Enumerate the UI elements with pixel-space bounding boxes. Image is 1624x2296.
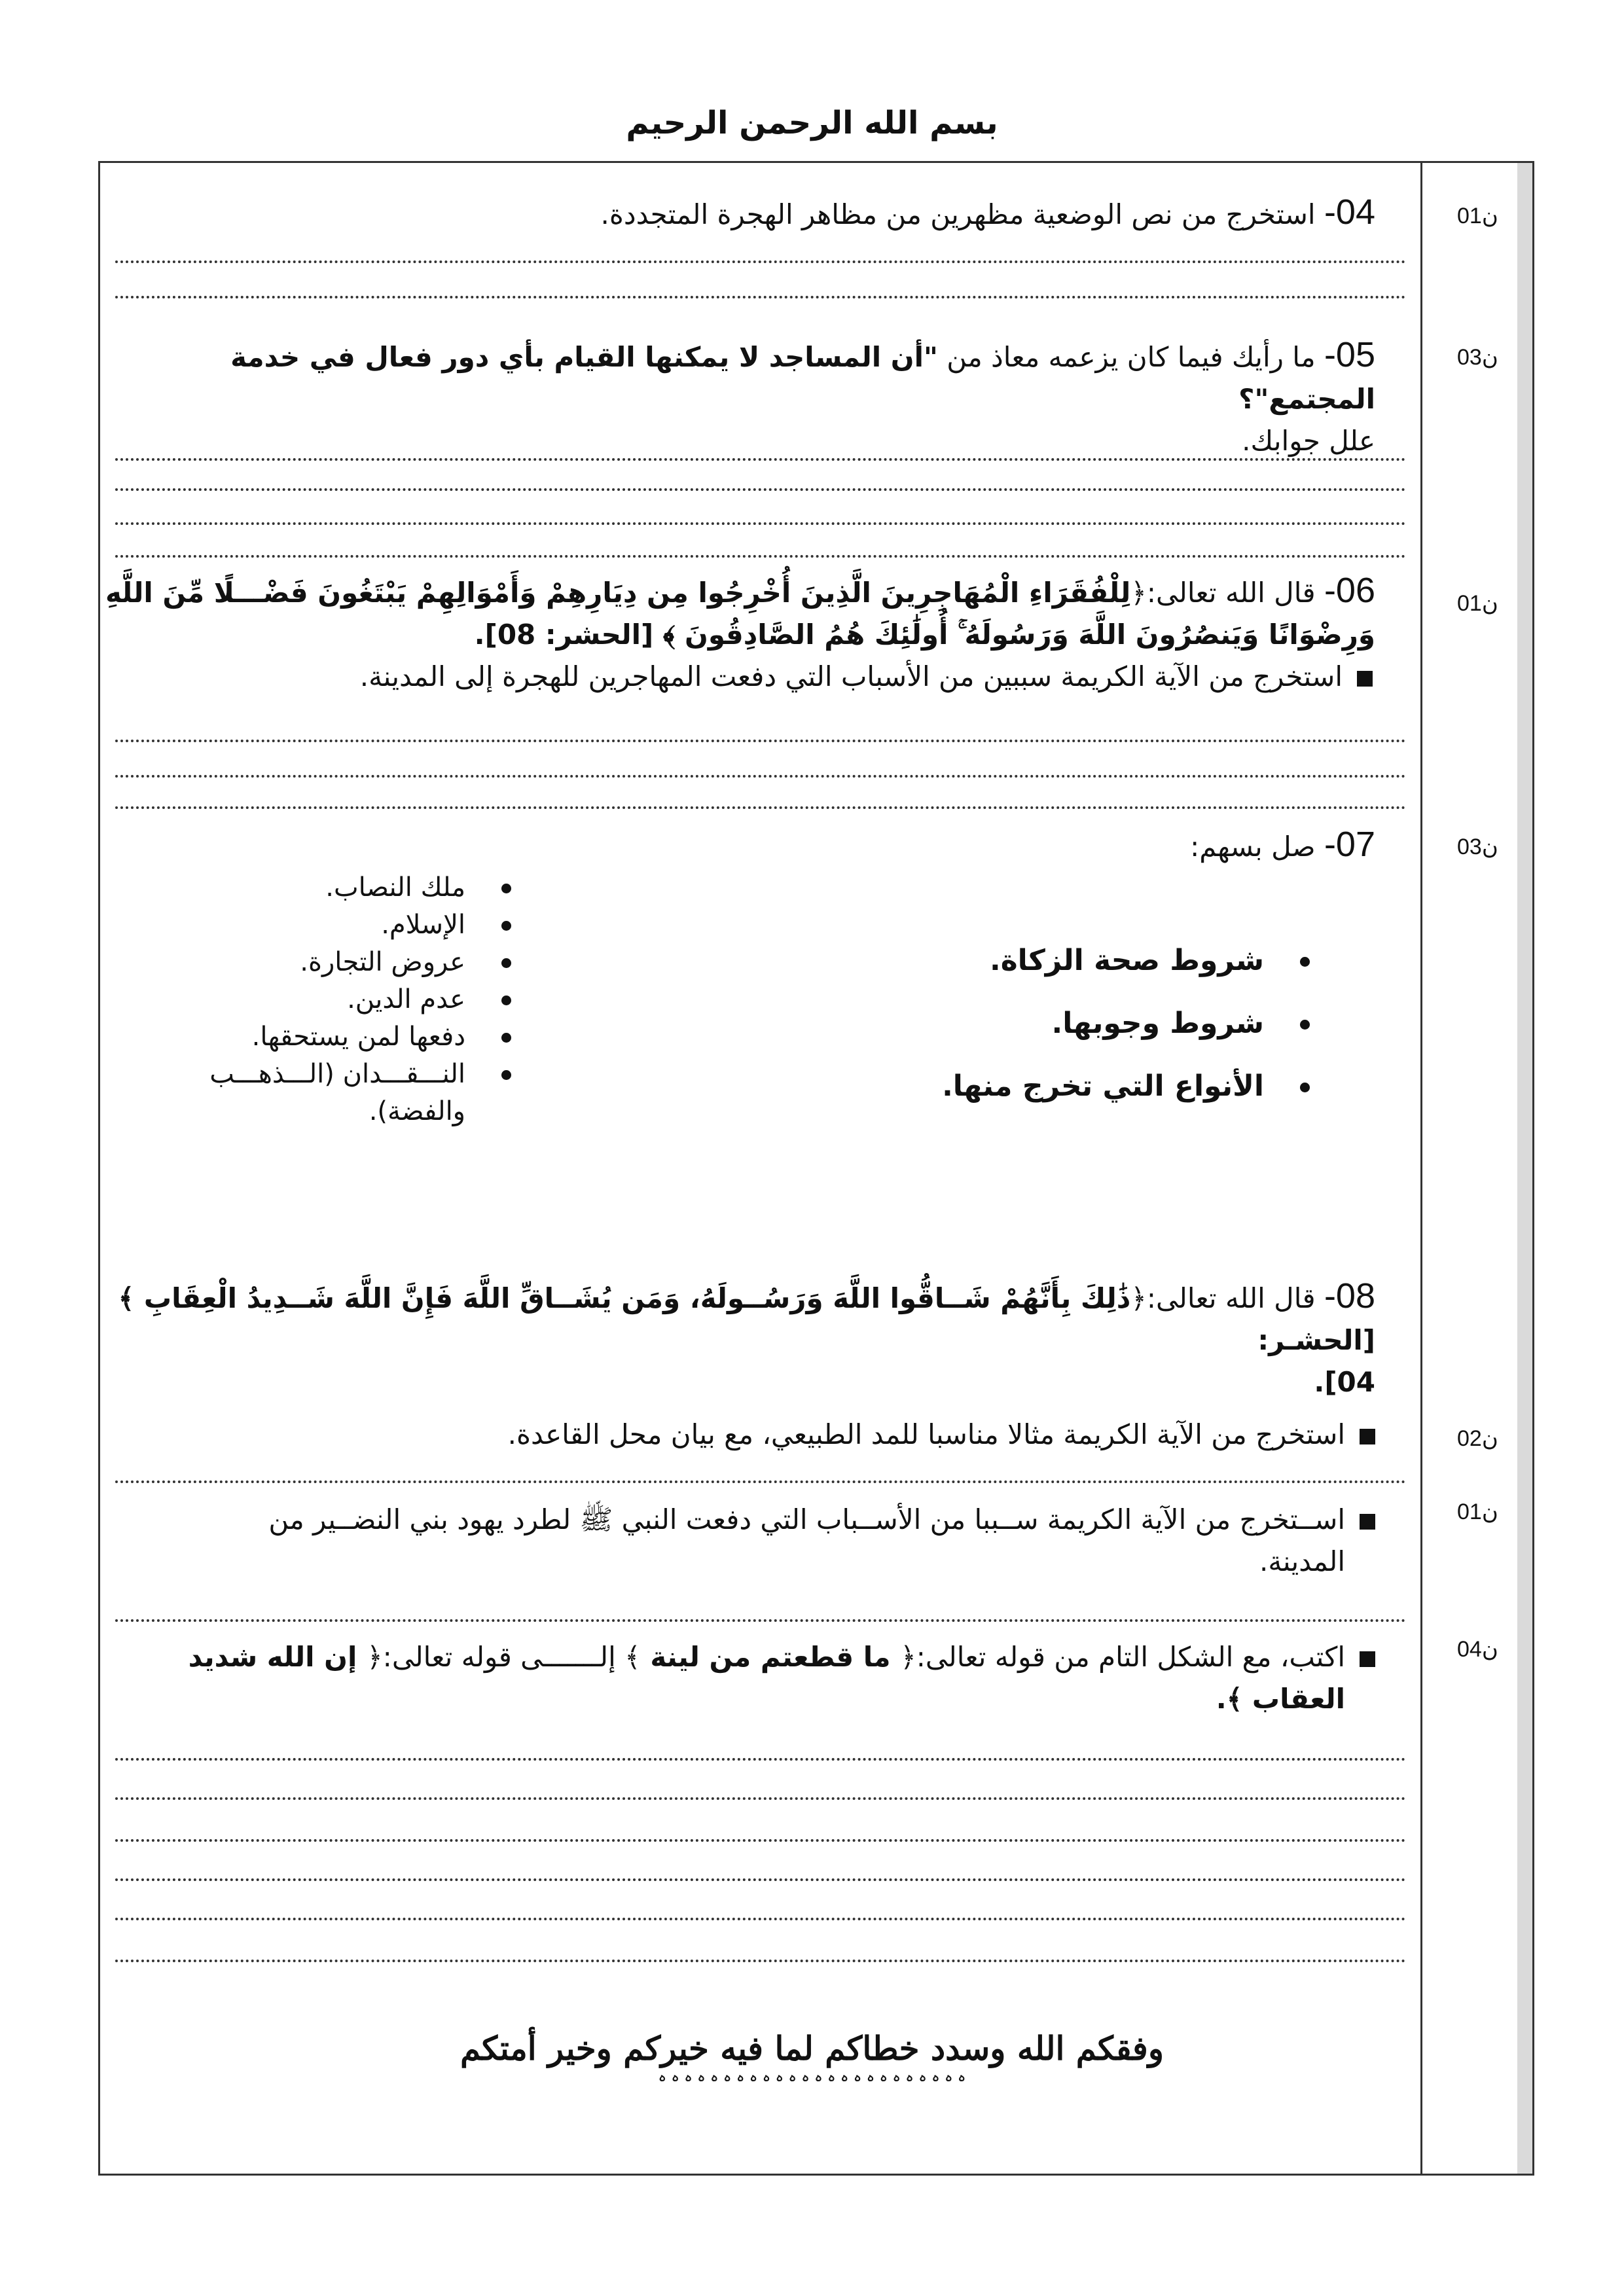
task-text: ﴾ إلـــــــى قوله تعالى:﴿ [367, 1641, 641, 1673]
question-06 [92, 569, 1375, 698]
task-text: اســتخرج من الآية الكريمة ســببا من الأســباب التي دفعت النبي ﷺ لطرد يهود بني النضــير من [268, 1503, 1345, 1535]
bullet-icon [501, 1033, 511, 1043]
answer-line [115, 775, 1406, 778]
answer-line [115, 522, 1406, 525]
task-text: استخرج من الآية الكريمة مثالا مناسبا للمد الطبيعي، مع بيان محل القاعدة. [507, 1418, 1345, 1450]
mark-q08-task1: 02ن [1457, 1426, 1498, 1451]
task-text-line2: المدينة. [1259, 1545, 1345, 1577]
mark-q08-task2: 01ن [1457, 1499, 1498, 1524]
question-number: 05- [1324, 335, 1375, 374]
mark-q06: 01ن [1457, 591, 1498, 616]
question-text: استخرج من نص الوضعية مظهرين من مظاهر الهجرة المتجددة. [600, 198, 1316, 230]
score-strip [1517, 163, 1532, 2174]
verse-line1: لِلْفُقَرَاءِ الْمُهَاجِرِينَ الَّذِينَ أُخْرِجُوا مِن دِيَارِهِمْ وَأَمْوَالِهِمْ يَبْتَغُونَ فَضْـــلًا مِّنَ اللَّهِ [105, 577, 1131, 609]
answer-line [115, 1619, 1406, 1622]
answer-line [115, 740, 1406, 742]
answer-line [115, 458, 1406, 461]
answer-line [115, 296, 1406, 298]
question-number: 07- [1324, 825, 1375, 864]
list-item: النـــقـــدان (الـــذهـــب [145, 1056, 511, 1093]
answer-line [115, 1918, 1406, 1920]
answer-line [115, 1960, 1406, 1962]
list-item: الإسلام. [145, 906, 511, 944]
list-item: دفعها لمن يستحقها. [145, 1018, 511, 1056]
q08-task1 [92, 1414, 1375, 1456]
mark-q08-task3: 04ن [1457, 1637, 1498, 1662]
verse-intro: قال الله تعالى:﴿ [1130, 577, 1316, 609]
question-number: 06- [1324, 571, 1375, 610]
square-bullet-icon [1360, 1651, 1375, 1667]
mark-q04: 01ن [1457, 204, 1498, 228]
answer-line [115, 1758, 1406, 1761]
verse-line2: وَرِضْوَانًا وَيَنصُرُونَ اللَّهَ وَرَسُولَهُ ۚ أُولَٰئِكَ هُمُ الصَّادِقُونَ ﴾ [الحشر: 08]. [474, 619, 1375, 651]
bullet-icon [1300, 1020, 1310, 1030]
bullet-icon [1300, 957, 1310, 967]
mark-q07: 03ن [1457, 834, 1498, 859]
square-bullet-icon [1357, 671, 1373, 687]
bullet-icon [1300, 1083, 1310, 1092]
list-item: ملك النصاب. [145, 869, 511, 906]
answer-line [115, 1797, 1406, 1800]
question-text: صل بسهم: [1190, 831, 1316, 863]
question-text-line2: علل جوابك. [1242, 425, 1375, 457]
answer-line [115, 488, 1406, 491]
bullet-icon [501, 1070, 511, 1080]
page-title: بسم الله الرحمن الرحيم [626, 105, 998, 141]
answer-line [115, 806, 1406, 809]
list-item: عروض التجارة. [145, 944, 511, 981]
square-bullet-icon [1360, 1429, 1375, 1444]
verse-start: ما قطعتم من لينة [640, 1641, 901, 1673]
answer-line [115, 1878, 1406, 1881]
bullet-icon [501, 884, 511, 893]
list-item: شروط صحة الزكاة. [721, 929, 1310, 992]
answer-line [115, 555, 1406, 558]
mark-q05: 03ن [1457, 345, 1498, 370]
task-text: استخرج من الآية الكريمة سببين من الأسباب التي دفعت المهاجرين للهجرة إلى المدينة. [359, 660, 1343, 692]
question-07 [590, 823, 1375, 868]
answer-line [115, 260, 1406, 263]
square-bullet-icon [1360, 1514, 1375, 1530]
ornament-border: ہ ہ ہ ہ ہ ہ ہ ہ ہ ہ ہ ہ ہ ہ ہ ہ ہ ہ ہ ہ ہ ہ ہ ہ [658, 2069, 966, 2085]
matching-left-list [721, 929, 1310, 1118]
verse-end: إن الله شديد [188, 1641, 367, 1673]
exam-frame [98, 161, 1534, 2176]
verse-intro: قال الله تعالى:﴿ [1130, 1282, 1316, 1314]
verse-line1: ذَٰلِكَ بِأَنَّهُمْ شَــاقُّوا اللَّهَ وَرَسُــولَهُ، وَمَن يُشَــاقِّ اللَّهَ فَإِنَّ اللَّهَ شَــدِيدُ الْعِقَابِ ﴾ [الحشـر: [118, 1282, 1375, 1356]
question-04 [184, 191, 1375, 236]
footer-text: وفقكم الله وسدد خطاكم لما فيه خيركم وخير أمتكم [460, 2029, 1164, 2068]
task-text: اكتب، مع الشكل التام من قوله تعالى:﴿ [900, 1641, 1345, 1673]
list-item: شروط وجوبها. [721, 992, 1310, 1055]
footer-blessing [0, 2029, 1624, 2085]
bullet-icon [501, 921, 511, 931]
question-08 [90, 1275, 1375, 1403]
bullet-icon [501, 996, 511, 1005]
q08-task2 [90, 1499, 1375, 1583]
verse-line2: 04]. [1314, 1366, 1375, 1398]
list-item-continued: والفضة). [369, 1096, 465, 1126]
list-item: الأنواع التي تخرج منها. [721, 1055, 1310, 1118]
answer-line [115, 1480, 1406, 1483]
question-text: ما رأيك فيما كان يزعمه معاذ من [937, 341, 1316, 373]
bullet-icon [501, 958, 511, 968]
q08-task3 [90, 1636, 1375, 1720]
question-number: 04- [1324, 192, 1375, 232]
verse-end-line2: العقاب ﴾. [1216, 1683, 1345, 1715]
answer-line [115, 1839, 1406, 1842]
quoted-claim: "أن المساجد لا يمكنها القيام بأي دور فعال في خدمة المجتمع"؟ [230, 341, 1375, 415]
question-05 [125, 334, 1375, 462]
list-item: عدم الدين. [145, 981, 511, 1018]
question-number: 08- [1324, 1276, 1375, 1316]
matching-right-list [145, 869, 511, 1130]
